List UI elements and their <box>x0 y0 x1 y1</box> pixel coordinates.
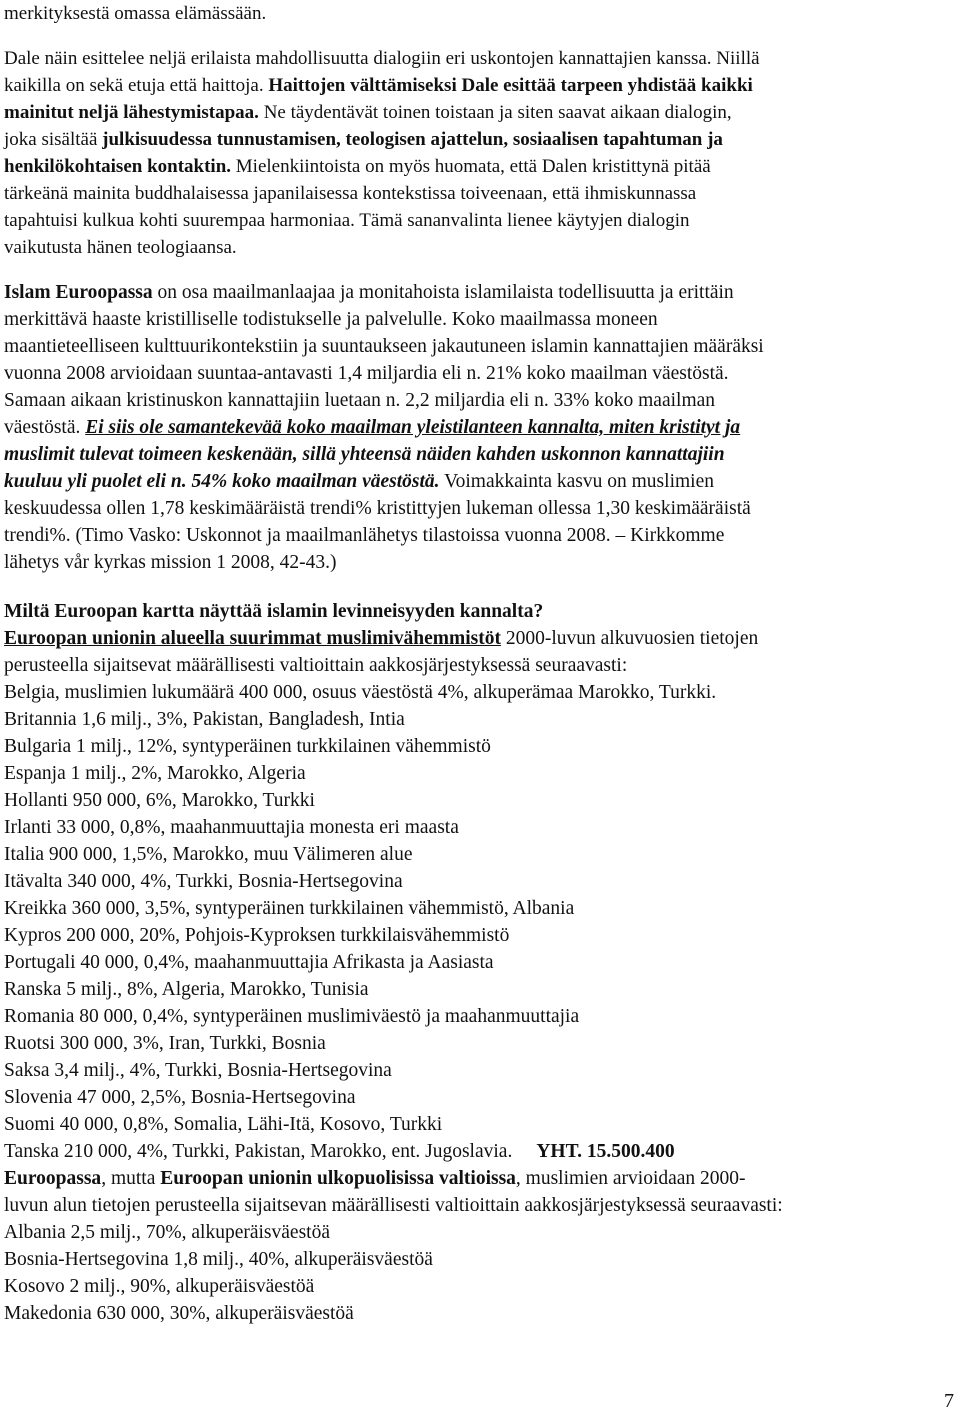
page-number: 7 <box>944 1390 954 1412</box>
islam-line-5: Samaan aikaan kristinuskon kannattajiin luetaan n. 2,2 miljardia eli n. 33% koko maailman <box>4 390 716 411</box>
list-item: Italia 900 000, 1,5%, Marokko, muu Välimeren alue <box>4 844 413 865</box>
islam-line-1: Islam Euroopassa on osa maailmanlaajaa ja monitahoista islamilaista todellisuutta ja erittäin <box>4 282 734 303</box>
dale-line-2: kaikilla on sekä etuja että haittoja. Haittojen välttämiseksi Dale esittää tarpeen yhdistää kaikki <box>4 75 753 96</box>
europe-section <box>4 598 954 1327</box>
islam-line-2: merkittävä haaste kristilliselle todistukselle ja palvelulle. Koko maailmassa moneen <box>4 309 658 330</box>
non-eu-country-list <box>4 1219 954 1327</box>
eu-intro-line-1: Euroopan unionin alueella suurimmat muslimivähemmistöt 2000-luvun alkuvuosien tietojen <box>4 628 759 649</box>
list-item: Albania 2,5 milj., 70%, alkuperäisväestöä <box>4 1222 330 1243</box>
islam-line-6: väestöstä. Ei siis ole samantekevää koko maailman yleistilanteen kannalta, miten kristityt ja <box>4 417 741 438</box>
list-item: Bosnia-Hertsegovina 1,8 milj., 40%, alkuperäisväestöä <box>4 1249 433 1270</box>
list-item: Hollanti 950 000, 6%, Marokko, Turkki <box>4 790 315 811</box>
intro-paragraph <box>4 0 954 27</box>
islam-line-11: lähetys vår kyrkas mission 1 2008, 42-43.) <box>4 552 337 573</box>
list-item: Irlanti 33 000, 0,8%, maahanmuuttajia monesta eri maasta <box>4 817 459 838</box>
dale-line-4: joka sisältää julkisuudessa tunnustamisen, teologisen ajattelun, sosiaalisen tapahtuman ja <box>4 129 723 150</box>
dale-line-6: tärkeänä mainita buddhalaisessa japanilaisessa kontekstissa toiveenaan, että ihmiskunnassa <box>4 183 697 204</box>
non-eu-intro-line-2: luvun alun tietojen perusteella sijaitsevan määrällisesti valtioittain aakkosjärjestyksessä seuraavasti: <box>4 1195 783 1216</box>
list-item: Belgia, muslimien lukumäärä 400 000, osuus väestöstä 4%, alkuperämaa Marokko, Turkki. <box>4 682 717 703</box>
list-item: Britannia 1,6 milj., 3%, Pakistan, Bangladesh, Intia <box>4 709 405 730</box>
list-item: Kosovo 2 milj., 90%, alkuperäisväestöä <box>4 1276 315 1297</box>
dale-paragraph <box>4 45 954 261</box>
list-item: Espanja 1 milj., 2%, Marokko, Algeria <box>4 763 306 784</box>
list-item: Makedonia 630 000, 30%, alkuperäisväestöä <box>4 1303 354 1324</box>
document-page <box>4 0 954 1327</box>
intro-line: merkityksestä omassa elämässään. <box>4 3 267 24</box>
list-item: Ruotsi 300 000, 3%, Iran, Turkki, Bosnia <box>4 1033 326 1054</box>
list-item: Romania 80 000, 0,4%, syntyperäinen muslimiväestö ja maahanmuuttajia <box>4 1006 580 1027</box>
list-item: Itävalta 340 000, 4%, Turkki, Bosnia-Hertsegovina <box>4 871 403 892</box>
list-item: Kreikka 360 000, 3,5%, syntyperäinen turkkilainen vähemmistö, Albania <box>4 898 575 919</box>
islam-line-8: kuuluu yli puolet eli n. 54% koko maailman väestöstä. Voimakkainta kasvu on muslimien <box>4 471 714 492</box>
islam-line-9: keskuudessa ollen 1,78 keskimääräistä trendi% kristittyjen lukeman ollessa 1,30 keskimääräistä <box>4 498 751 519</box>
list-item: Slovenia 47 000, 2,5%, Bosnia-Hertsegovina <box>4 1087 356 1108</box>
list-item: Kypros 200 000, 20%, Pohjois-Kyproksen turkkilaisvähemmistö <box>4 925 510 946</box>
dale-line-3: mainitut neljä lähestymistapaa. Ne täydentävät toinen toistaan ja siten saavat aikaan dialogin, <box>4 102 732 123</box>
eu-country-list <box>4 679 954 1138</box>
non-eu-intro-line-1: Euroopassa, mutta Euroopan unionin ulkopuolisissa valtioissa, muslimien arvioidaan 2000- <box>4 1168 746 1189</box>
list-item: Suomi 40 000, 0,8%, Somalia, Lähi-Itä, Kosovo, Turkki <box>4 1114 443 1135</box>
islam-line-3: maantieteelliseen kulttuurikontekstiin ja suuntaukseen jakautuneen islamin kannattajien määräksi <box>4 336 764 357</box>
dale-line-8: vaikutusta hänen teologiaansa. <box>4 237 237 258</box>
eu-last-country: Tanska 210 000, 4%, Turkki, Pakistan, Marokko, ent. Jugoslavia. YHT. 15.500.400 <box>4 1141 675 1162</box>
list-item: Saksa 3,4 milj., 4%, Turkki, Bosnia-Hertsegovina <box>4 1060 392 1081</box>
list-item: Portugali 40 000, 0,4%, maahanmuuttajia Afrikasta ja Aasiasta <box>4 952 494 973</box>
islam-line-4: vuonna 2008 arvioidaan suuntaa-antavasti 1,4 miljardia eli n. 21% koko maailman väestöstä. <box>4 363 729 384</box>
dale-line-1: Dale näin esittelee neljä erilaista mahdollisuutta dialogiin eri uskontojen kannattajien kanssa. Niillä <box>4 48 760 69</box>
total-count: YHT. 15.500.400 <box>536 1141 675 1162</box>
list-item: Ranska 5 milj., 8%, Algeria, Marokko, Tunisia <box>4 979 369 1000</box>
dale-line-7: tapahtuisi kulkua kohti suurempaa harmoniaa. Tämä sananvalinta lienee käytyjen dialogin <box>4 210 690 231</box>
eu-intro-line-2: perusteella sijaitsevat määrällisesti valtioittain aakkosjärjestyksessä seuraavasti: <box>4 655 628 676</box>
dale-line-5: henkilökohtaisen kontaktin. Mielenkiintoista on myös huomata, että Dalen kristittynä pitää <box>4 156 711 177</box>
section-question: Miltä Euroopan kartta näyttää islamin levinneisyyden kannalta? <box>4 601 544 622</box>
islam-paragraph <box>4 279 954 576</box>
list-item: Bulgaria 1 milj., 12%, syntyperäinen turkkilainen vähemmistö <box>4 736 491 757</box>
islam-line-10: trendi%. (Timo Vasko: Uskonnot ja maailmanlähetys tilastoissa vuonna 2008. – Kirkkomme <box>4 525 725 546</box>
islam-line-7: muslimit tulevat toimeen keskenään, sillä yhteensä näiden kahden uskonnon kannattajiin <box>4 444 725 465</box>
